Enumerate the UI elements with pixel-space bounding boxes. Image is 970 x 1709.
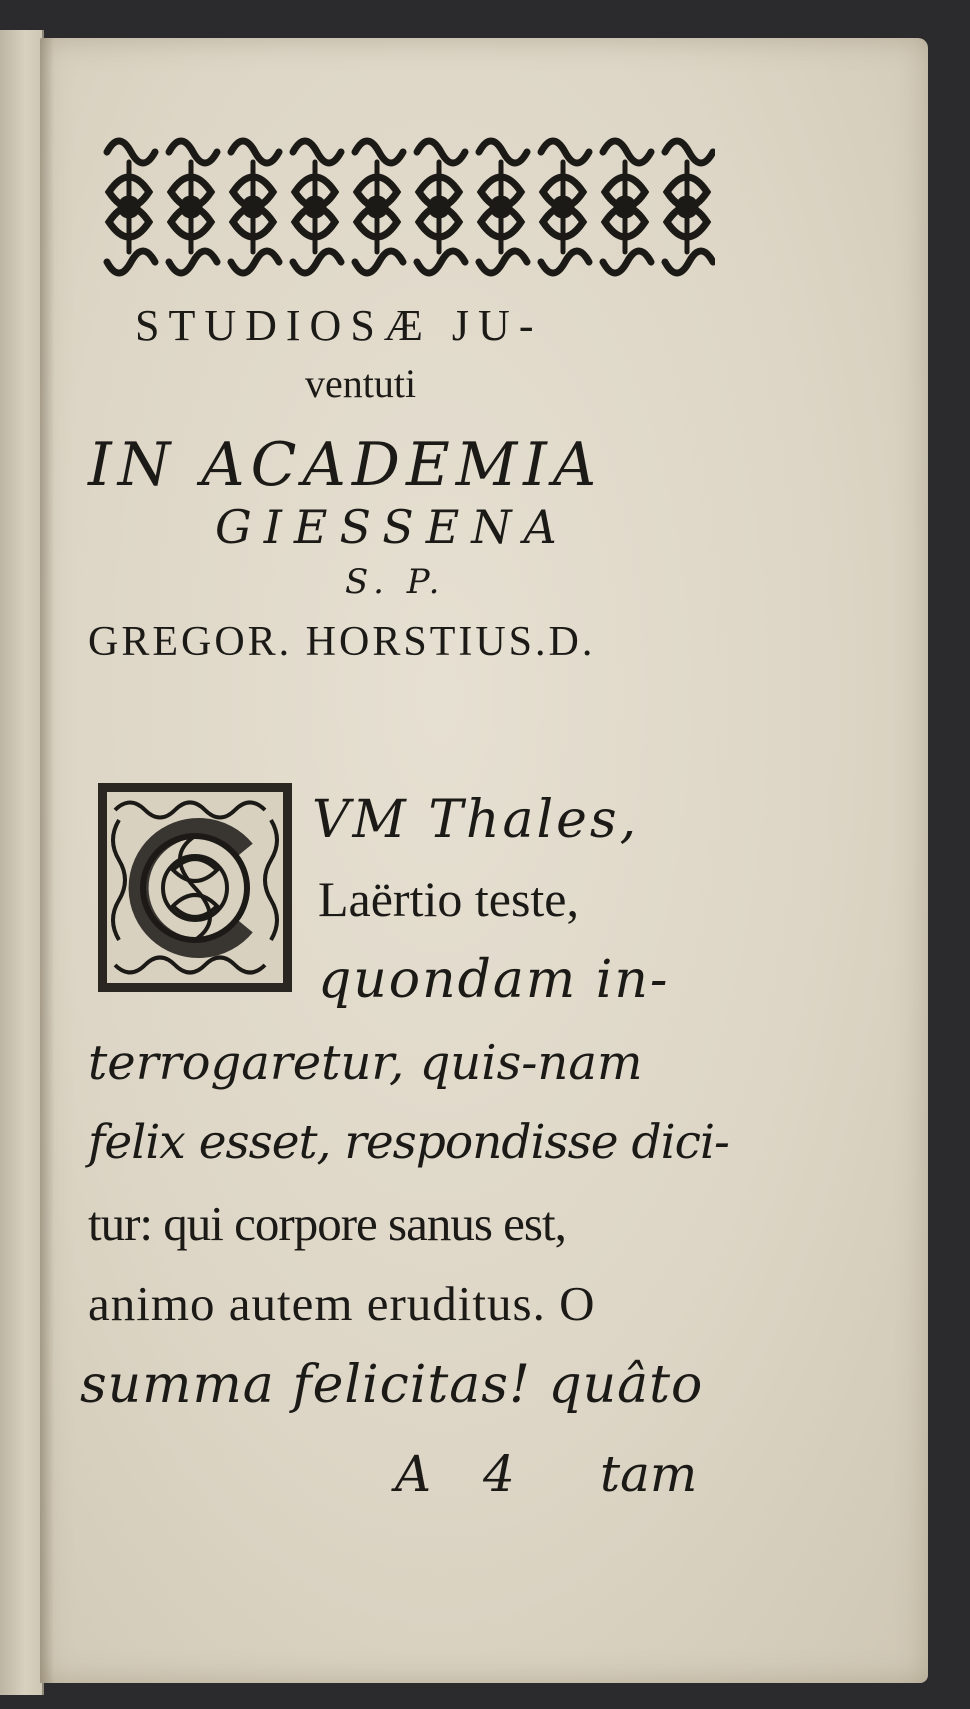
- fleuron-dot: [679, 199, 695, 215]
- fleuron-dot: [555, 199, 571, 215]
- fleuron-stroke: [541, 251, 589, 273]
- fleuron-stroke: [107, 251, 155, 273]
- fleuron-stroke: [169, 141, 217, 163]
- catchword: tam: [600, 1445, 698, 1503]
- heading-line-3: IN ACADEMIA: [88, 430, 603, 500]
- fleuron-stroke: [665, 141, 713, 163]
- heading-line-5: S. P.: [345, 562, 446, 602]
- heading-line-2: ventuti: [305, 361, 417, 406]
- fleuron-dot: [369, 199, 385, 215]
- body-line-8: summa felicitas! quâto: [80, 1355, 704, 1415]
- fleuron-stroke: [231, 251, 279, 273]
- fleuron-stroke: [417, 141, 465, 163]
- fleuron-dot: [307, 199, 323, 215]
- fleuron-stroke: [355, 141, 403, 163]
- body-line-2: Laërtio teste,: [318, 871, 579, 927]
- previous-page-edge: [0, 30, 44, 1695]
- fleuron-stroke: [107, 141, 155, 163]
- fleuron-stroke: [293, 251, 341, 273]
- body-line-3: quondam in-: [318, 950, 670, 1010]
- body-line-1: VM Thales,: [312, 790, 640, 850]
- body-line-4: terrogaretur, quis-nam: [88, 1035, 643, 1091]
- fleuron-stroke: [603, 251, 651, 273]
- fleuron-stroke: [541, 141, 589, 163]
- body-line-6: tur: qui corpore sanus est,: [88, 1196, 566, 1251]
- fleuron-stroke: [603, 141, 651, 163]
- ornamental-band-icon: [95, 122, 715, 292]
- body-line-5: felix esset, respondisse dici-: [88, 1115, 729, 1170]
- signature-mark: A 4: [395, 1445, 533, 1503]
- fleuron-stroke: [169, 251, 217, 273]
- fleuron-dot: [183, 199, 199, 215]
- fleuron-stroke: [417, 251, 465, 273]
- heading-line-1: STUDIOSÆ JU-: [135, 301, 543, 350]
- fleuron-stroke: [355, 251, 403, 273]
- fleuron-dot: [493, 199, 509, 215]
- fleuron-dot: [245, 199, 261, 215]
- fleuron-dot: [617, 199, 633, 215]
- fleuron-dot: [121, 199, 137, 215]
- heading-line-4: GIESSENA: [215, 500, 569, 554]
- decorated-initial-icon: [95, 780, 295, 995]
- fleuron-dot: [431, 199, 447, 215]
- heading-line-6: GREGOR. HORSTIUS.D.: [88, 619, 596, 665]
- page-gutter-shadow: [40, 38, 54, 1683]
- fleuron-stroke: [231, 141, 279, 163]
- fleuron-stroke: [665, 251, 713, 273]
- fleuron-stroke: [479, 251, 527, 273]
- fleuron-stroke: [479, 141, 527, 163]
- fleuron-stroke: [293, 141, 341, 163]
- body-line-7: animo autem eruditus. O: [88, 1276, 596, 1331]
